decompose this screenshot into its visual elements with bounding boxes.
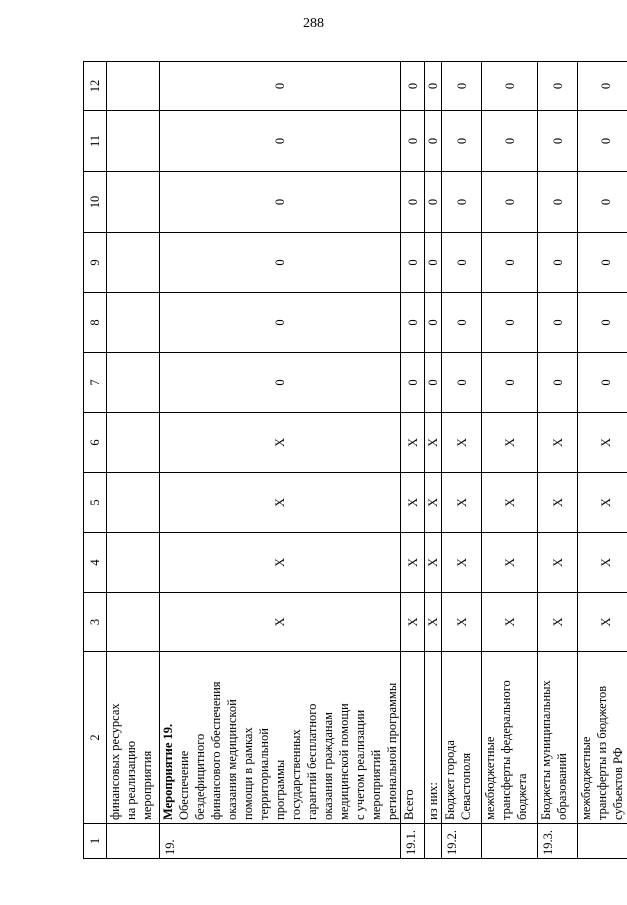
row-name-line: бюджета [515,773,529,820]
row-name-cell [538,652,578,824]
row-name-line: бездефицитного [193,733,207,820]
row-name-line: финансовых ресурсах [108,703,122,820]
value-cell: 0 [425,62,442,111]
value-cell [107,293,160,353]
value-cell [107,111,160,172]
row-name-cell [578,652,627,824]
value-cell: X [578,413,627,473]
value-cell: 0 [482,353,538,413]
value-cell: 0 [401,62,425,111]
value-cell: 0 [482,293,538,353]
row-name-line: региональной программы [385,682,399,820]
value-cell: X [578,533,627,593]
table-row [160,62,401,859]
row-name-line: на реализацию [124,740,138,820]
value-cell: 0 [578,233,627,293]
value-cell: 0 [442,111,482,172]
row-number-cell: 19. [160,824,401,859]
header-cell: 2 [84,652,107,824]
value-cell: 0 [160,353,401,413]
row-number-cell [578,824,627,859]
value-cell: 0 [425,233,442,293]
header-cell: 12 [84,62,107,111]
value-cell: X [482,473,538,533]
value-cell: X [401,533,425,593]
header-cell: 3 [84,593,107,652]
row-name-line: межбюджетные [579,736,593,820]
value-cell: 0 [538,353,578,413]
value-cell: X [442,593,482,652]
value-cell [107,593,160,652]
value-cell: 0 [538,293,578,353]
value-cell: 0 [442,353,482,413]
rotated-table-container [83,62,625,859]
value-cell: X [442,533,482,593]
value-cell: 0 [578,111,627,172]
row-name-cell [401,652,425,824]
value-cell: 0 [482,172,538,233]
value-cell: X [160,413,401,473]
table-row [578,62,627,859]
header-cell: 1 [84,824,107,859]
value-cell: X [482,533,538,593]
row-name-line: мероприятия [140,750,154,820]
value-cell: 0 [160,233,401,293]
value-cell: X [160,593,401,652]
header-row [84,62,107,859]
value-cell: 0 [482,111,538,172]
row-name-line: территориальной [257,728,271,820]
row-name-cell [160,652,401,824]
table-area [83,62,625,859]
value-cell: 0 [425,111,442,172]
value-cell: X [538,593,578,652]
row-number-cell: 19.2. [442,824,482,859]
value-cell: X [425,473,442,533]
value-cell: X [160,473,401,533]
header-cell: 10 [84,172,107,233]
value-cell: X [538,413,578,473]
row-name-line: из них: [426,782,440,820]
row-name-line: медицинской помощи [337,703,351,820]
row-name-cell [482,652,538,824]
row-number-cell [482,824,538,859]
header-cell: 5 [84,473,107,533]
row-name-line: программы [273,759,287,820]
row-name-line: с учетом реализации [353,709,367,820]
value-cell: 0 [425,293,442,353]
value-cell: X [482,413,538,473]
header-cell: 9 [84,233,107,293]
value-cell: 0 [442,233,482,293]
value-cell: 0 [160,172,401,233]
row-name-line: мероприятий [369,749,383,820]
row-name-line: оказания гражданам [321,711,335,820]
value-cell: X [578,473,627,533]
budget-table [83,61,627,859]
value-cell: X [538,473,578,533]
value-cell: X [538,533,578,593]
value-cell: 0 [578,293,627,353]
value-cell: 0 [160,62,401,111]
table-row [425,62,442,859]
value-cell: 0 [482,233,538,293]
row-name-line: финансового обеспечения [209,681,223,820]
value-cell: 0 [401,111,425,172]
value-cell: 0 [578,172,627,233]
value-cell: X [401,413,425,473]
row-name-line: государственных [289,729,303,820]
row-name-line: оказания медицинской [225,699,239,820]
row-name-cell [107,652,160,824]
table-row [107,62,160,859]
header-cell: 7 [84,353,107,413]
value-cell: 0 [401,172,425,233]
value-cell: 0 [482,62,538,111]
header-cell: 6 [84,413,107,473]
value-cell [107,233,160,293]
value-cell: X [442,413,482,473]
page-number: 288 [303,16,324,31]
table-row [482,62,538,859]
row-name-line: образований [555,753,569,820]
table-row [442,62,482,859]
value-cell: 0 [578,62,627,111]
value-cell: X [482,593,538,652]
value-cell: 0 [442,172,482,233]
value-cell: 0 [538,172,578,233]
value-cell: X [442,473,482,533]
row-name-line: Севастополя [459,752,473,820]
header-cell: 4 [84,533,107,593]
value-cell: X [401,473,425,533]
value-cell [107,533,160,593]
row-name-line: Всего [402,789,416,820]
value-cell: X [578,593,627,652]
row-name-cell [425,652,442,824]
row-name-line: Бюджет города [443,740,457,820]
value-cell: 0 [401,353,425,413]
value-cell: X [401,593,425,652]
value-cell: X [425,413,442,473]
value-cell [107,473,160,533]
value-cell: 0 [160,111,401,172]
value-cell [107,172,160,233]
value-cell: X [425,533,442,593]
value-cell: 0 [538,62,578,111]
row-number-cell: 19.3. [538,824,578,859]
row-name-line: гарантий бесплатного [305,703,319,820]
value-cell [107,413,160,473]
row-name-line: трансферты из бюджетов [595,685,609,820]
value-cell: X [160,533,401,593]
header-cell: 8 [84,293,107,353]
table-row [401,62,425,859]
value-cell: 0 [578,353,627,413]
header-cell: 11 [84,111,107,172]
value-cell: 0 [538,233,578,293]
row-number-cell [107,824,160,859]
value-cell: 0 [538,111,578,172]
row-number-cell [425,824,442,859]
row-number-cell: 19.1. [401,824,425,859]
row-name-cell [442,652,482,824]
table-row [538,62,578,859]
value-cell: X [425,593,442,652]
row-name-line: субъектов РФ [611,747,625,820]
row-name-line: трансферты федерального [499,680,513,820]
value-cell: 0 [442,62,482,111]
row-name-line: Мероприятие 19. [161,723,175,820]
value-cell: 0 [425,172,442,233]
value-cell: 0 [160,293,401,353]
row-name-line: Обеспечение [177,750,191,820]
value-cell: 0 [401,293,425,353]
value-cell: 0 [442,293,482,353]
value-cell [107,353,160,413]
row-name-line: межбюджетные [483,736,497,820]
value-cell: 0 [401,233,425,293]
row-name-line: Бюджеты муниципальных [539,680,553,820]
row-name-line: помощи в рамках [241,727,255,820]
value-cell: 0 [425,353,442,413]
value-cell [107,62,160,111]
